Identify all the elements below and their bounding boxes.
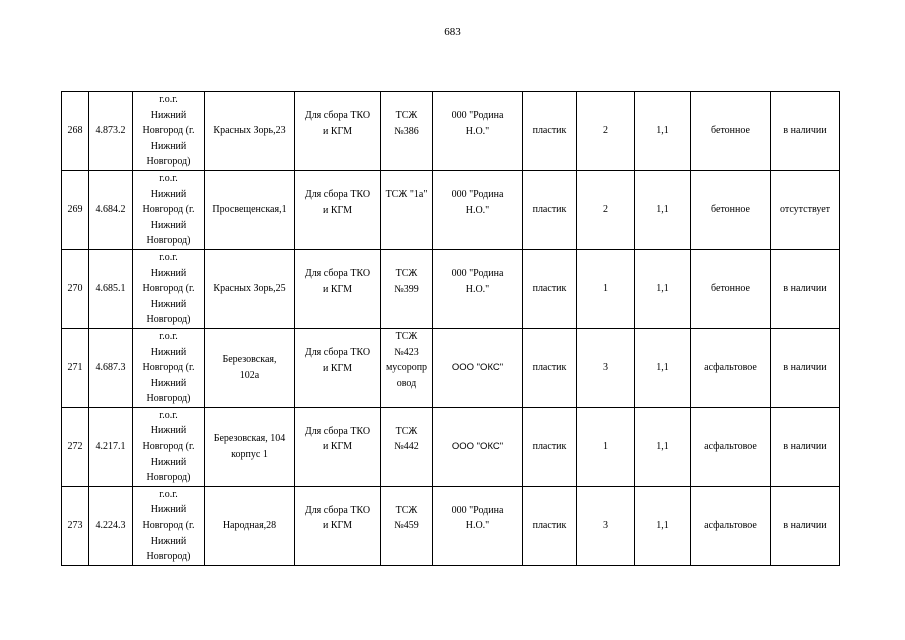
cell-fence-text: в наличии	[783, 125, 827, 137]
cell-surface-text: асфальтовое	[704, 362, 757, 374]
cell-container-count	[577, 170, 635, 249]
cell-operator-line: ООО "ОКС"	[451, 441, 504, 453]
cell-address	[205, 407, 295, 486]
cell-address-line: Березовская,	[222, 354, 277, 366]
cell-code-text: 4.685.1	[95, 283, 126, 295]
table-row	[62, 170, 840, 249]
cell-container-volume	[635, 170, 691, 249]
cell-operator-line: Н.О."	[465, 125, 490, 137]
cell-locality-line: г.о.г.	[159, 330, 178, 342]
cell-operator-line: Н.О."	[465, 204, 490, 216]
cell-container-count-text: 3	[603, 520, 608, 532]
cell-locality-line: Нижний	[150, 140, 187, 152]
cell-container-volume-text: 1,1	[656, 520, 669, 532]
cell-address-line: Красных Зорь,25	[213, 283, 286, 295]
cell-container-count-text: 1	[603, 283, 608, 295]
cell-purpose	[295, 249, 381, 328]
cell-locality-line: Нижний	[150, 298, 187, 310]
cell-container-count	[577, 249, 635, 328]
cell-number-text: 270	[67, 283, 83, 295]
cell-locality-line: Нижний	[150, 346, 187, 358]
cell-surface-text: бетонное	[711, 204, 750, 216]
cell-purpose-line: Для сбора ТКО	[304, 188, 371, 200]
cell-locality-line: Новгород (г.	[142, 125, 195, 137]
cell-purpose	[295, 170, 381, 249]
cell-operator	[433, 486, 523, 565]
cell-locality-line: г.о.г.	[159, 409, 178, 421]
cell-locality-line: г.о.г.	[159, 94, 178, 105]
cell-number-text: 269	[67, 204, 83, 216]
cell-container-count	[577, 486, 635, 565]
cell-container-volume	[635, 486, 691, 565]
table-row	[62, 249, 840, 328]
cell-surface	[691, 249, 771, 328]
cell-operator-line: Н.О."	[465, 283, 490, 295]
cell-purpose-line: и КГМ	[322, 204, 353, 216]
cell-code-text: 4.224.3	[95, 520, 126, 532]
cell-locality-line: Нижний	[150, 188, 187, 200]
cell-container-volume-text: 1,1	[656, 441, 669, 453]
table-row	[62, 92, 840, 171]
cell-number-text: 271	[67, 362, 83, 374]
cell-container-volume-text: 1,1	[656, 125, 669, 137]
cell-surface	[691, 170, 771, 249]
cell-address-line: 102а	[239, 369, 260, 381]
cell-surface-text: бетонное	[711, 125, 750, 137]
waste-sites-table	[61, 91, 840, 566]
cell-container-count-text: 2	[603, 204, 608, 216]
cell-locality	[133, 249, 205, 328]
cell-purpose-line: и КГМ	[322, 283, 353, 295]
cell-locality-line: Нижний	[150, 267, 187, 279]
cell-code	[89, 249, 133, 328]
cell-locality-line: Новгород)	[146, 393, 191, 405]
cell-material-text: пластик	[532, 441, 567, 453]
cell-fence	[771, 328, 840, 407]
cell-locality-line: Новгород (г.	[142, 283, 195, 295]
cell-locality-line: Нижний	[150, 535, 187, 547]
cell-operator	[433, 328, 523, 407]
cell-purpose-line: и КГМ	[322, 520, 353, 532]
cell-code-text: 4.873.2	[95, 125, 126, 137]
cell-locality	[133, 92, 205, 171]
cell-owner-line: №386	[394, 125, 419, 137]
cell-surface-text: асфальтовое	[704, 520, 757, 532]
cell-purpose	[295, 92, 381, 171]
cell-code	[89, 170, 133, 249]
cell-address-line: корпус 1	[231, 448, 268, 460]
cell-owner-line: №459	[394, 520, 419, 532]
cell-locality-line: Нижний	[150, 456, 187, 468]
cell-operator	[433, 249, 523, 328]
cell-operator	[433, 170, 523, 249]
cell-owner-line: №399	[394, 283, 419, 295]
cell-owner	[381, 407, 433, 486]
cell-purpose-line: Для сбора ТКО	[304, 110, 371, 121]
cell-material	[523, 486, 577, 565]
cell-container-volume	[635, 249, 691, 328]
cell-address	[205, 92, 295, 171]
cell-locality-line: Нижний	[150, 504, 187, 516]
cell-container-volume-text: 1,1	[656, 204, 669, 216]
cell-locality-line: Новгород)	[146, 156, 191, 168]
cell-code	[89, 407, 133, 486]
cell-number	[62, 249, 89, 328]
cell-material-text: пластик	[532, 125, 567, 137]
cell-locality-line: г.о.г.	[159, 251, 178, 263]
cell-code	[89, 328, 133, 407]
cell-container-count	[577, 92, 635, 171]
cell-fence	[771, 170, 840, 249]
cell-purpose-line: Для сбора ТКО	[304, 504, 371, 516]
cell-owner	[381, 328, 433, 407]
cell-locality-line: г.о.г.	[159, 172, 178, 184]
cell-operator-line: 000 "Родина	[451, 267, 504, 279]
table-row	[62, 407, 840, 486]
cell-fence-text: в наличии	[783, 362, 827, 374]
cell-purpose-line: и КГМ	[322, 362, 353, 374]
cell-number	[62, 407, 89, 486]
cell-code	[89, 486, 133, 565]
cell-locality-line: Нижний	[150, 109, 187, 121]
cell-owner-line: ТСЖ	[395, 330, 418, 342]
cell-locality-line: Нижний	[150, 425, 187, 437]
cell-owner-line: ТСЖ	[395, 504, 418, 516]
cell-fence	[771, 92, 840, 171]
cell-locality-line: Нижний	[150, 219, 187, 231]
cell-locality	[133, 407, 205, 486]
cell-locality-line: Новгород (г.	[142, 204, 195, 216]
page-number: 683	[444, 26, 461, 38]
cell-number	[62, 170, 89, 249]
cell-owner-line: ТСЖ	[395, 267, 418, 279]
cell-number-text: 272	[67, 441, 83, 453]
cell-address-line: Народная,28	[222, 520, 277, 532]
cell-container-volume-text: 1,1	[656, 283, 669, 295]
cell-code	[89, 92, 133, 171]
cell-locality-line: Новгород)	[146, 314, 191, 326]
cell-purpose-line: Для сбора ТКО	[304, 425, 371, 437]
cell-fence-text: в наличии	[783, 441, 827, 453]
table-row	[62, 328, 840, 407]
cell-locality-line: Новгород (г.	[142, 362, 195, 374]
cell-number	[62, 486, 89, 565]
cell-address	[205, 170, 295, 249]
cell-container-volume	[635, 407, 691, 486]
cell-owner	[381, 170, 433, 249]
cell-address-line: Просвещенская,1	[212, 204, 287, 216]
cell-container-count-text: 3	[603, 362, 608, 374]
cell-purpose-line: Для сбора ТКО	[304, 267, 371, 279]
cell-container-count	[577, 328, 635, 407]
cell-locality-line: Нижний	[150, 377, 187, 389]
cell-owner	[381, 486, 433, 565]
table-body	[62, 92, 840, 566]
cell-surface	[691, 92, 771, 171]
cell-purpose	[295, 407, 381, 486]
cell-material	[523, 407, 577, 486]
cell-locality	[133, 170, 205, 249]
cell-purpose	[295, 328, 381, 407]
cell-owner	[381, 249, 433, 328]
cell-locality-line: Новгород (г.	[142, 520, 195, 532]
cell-operator-line: ООО "ОКС"	[451, 362, 504, 374]
cell-surface	[691, 486, 771, 565]
cell-purpose-line: и КГМ	[322, 441, 353, 453]
cell-material-text: пластик	[532, 520, 567, 532]
cell-fence	[771, 249, 840, 328]
cell-owner-line: ТСЖ	[395, 425, 418, 437]
cell-material	[523, 328, 577, 407]
cell-address	[205, 249, 295, 328]
cell-operator-line: 000 "Родина	[451, 188, 504, 200]
cell-code-text: 4.684.2	[95, 204, 126, 216]
cell-material-text: пластик	[532, 204, 567, 216]
cell-locality	[133, 486, 205, 565]
cell-container-count-text: 2	[603, 125, 608, 137]
cell-address-line: Березовская, 104	[213, 433, 286, 445]
cell-surface	[691, 328, 771, 407]
cell-surface-text: асфальтовое	[704, 441, 757, 453]
cell-operator	[433, 92, 523, 171]
cell-locality-line: Новгород (г.	[142, 441, 195, 453]
cell-purpose-line: Для сбора ТКО	[304, 346, 371, 358]
cell-surface-text: бетонное	[711, 283, 750, 295]
cell-container-volume-text: 1,1	[656, 362, 669, 374]
cell-fence	[771, 486, 840, 565]
cell-purpose-line: и КГМ	[322, 125, 353, 137]
cell-material-text: пластик	[532, 362, 567, 374]
cell-number-text: 273	[67, 520, 83, 532]
cell-owner-line: мусоропр	[385, 362, 428, 374]
cell-code-text: 4.217.1	[95, 441, 126, 453]
cell-locality	[133, 328, 205, 407]
cell-owner	[381, 92, 433, 171]
cell-material-text: пластик	[532, 283, 567, 295]
cell-fence-text: отсутствует	[779, 204, 831, 216]
cell-locality-line: Новгород)	[146, 551, 191, 563]
cell-operator-line: 000 "Родина	[451, 110, 504, 121]
cell-locality-line: Новгород)	[146, 235, 191, 247]
cell-owner-line: №423	[394, 346, 419, 358]
cell-material	[523, 92, 577, 171]
cell-owner-line: ТСЖ "1а"	[385, 188, 428, 200]
cell-address-line: Красных Зорь,23	[213, 125, 286, 137]
cell-container-volume	[635, 92, 691, 171]
cell-container-volume	[635, 328, 691, 407]
cell-number	[62, 92, 89, 171]
cell-fence-text: в наличии	[783, 520, 827, 532]
cell-code-text: 4.687.3	[95, 362, 126, 374]
cell-fence	[771, 407, 840, 486]
cell-material	[523, 170, 577, 249]
table-row	[62, 486, 840, 565]
cell-address	[205, 328, 295, 407]
cell-material	[523, 249, 577, 328]
cell-number-text: 268	[67, 125, 83, 137]
cell-purpose	[295, 486, 381, 565]
cell-container-count-text: 1	[603, 441, 608, 453]
cell-owner-line: №442	[394, 441, 419, 453]
cell-number	[62, 328, 89, 407]
cell-locality-line: Новгород)	[146, 472, 191, 484]
cell-operator-line: Н.О."	[465, 520, 490, 532]
cell-surface	[691, 407, 771, 486]
cell-container-count	[577, 407, 635, 486]
cell-operator-line: 000 "Родина	[451, 504, 504, 516]
cell-address	[205, 486, 295, 565]
cell-operator	[433, 407, 523, 486]
cell-owner-line: овод	[396, 377, 417, 389]
cell-fence-text: в наличии	[783, 283, 827, 295]
cell-locality-line: г.о.г.	[159, 488, 178, 500]
cell-owner-line: ТСЖ	[395, 110, 418, 121]
